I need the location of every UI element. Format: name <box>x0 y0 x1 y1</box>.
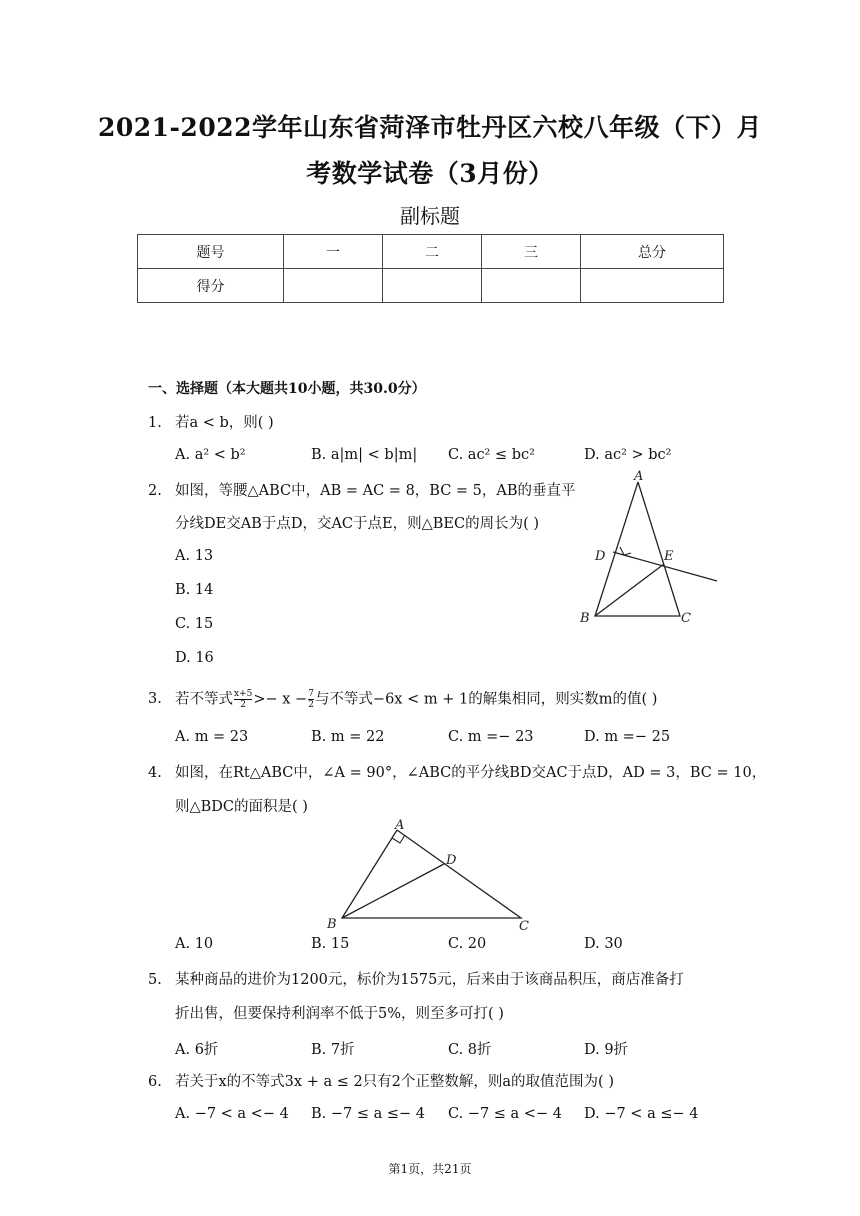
score-cell: 得分 <box>138 269 284 303</box>
option-d: D. −7 < a ≤− 4 <box>584 1106 699 1122</box>
option-a: A. a² < b² <box>175 447 246 463</box>
option-d: D. ac² > bc² <box>584 447 672 463</box>
option-a: A. −7 < a <− 4 <box>175 1106 289 1122</box>
question-number: 6. <box>148 1074 162 1090</box>
label-c: C <box>519 919 529 933</box>
fraction-numerator: x+5 <box>234 689 253 699</box>
fraction-denominator: 2 <box>240 700 247 710</box>
option-b: B. 14 <box>175 582 214 598</box>
question-text-part: 若不等式 <box>175 691 233 708</box>
right-triangle-figure <box>320 818 540 933</box>
option-b: B. m = 22 <box>311 729 385 745</box>
question-text <box>175 689 657 710</box>
question-text-part: 与不等式−6x < m + 1的解集相同，则实数m的值( ) <box>314 691 658 708</box>
fraction-numerator: 7 <box>308 689 314 699</box>
option-a: A. 10 <box>175 936 214 952</box>
score-table-score-row <box>138 269 724 303</box>
option-d: D. 16 <box>175 650 214 666</box>
fraction <box>308 689 314 710</box>
score-input-cell <box>284 269 383 303</box>
page-footer: 第1页，共21页 <box>388 1162 472 1176</box>
option-c: C. m =− 23 <box>448 729 534 745</box>
option-b: B. 15 <box>311 936 350 952</box>
label-b: B <box>327 917 337 932</box>
option-a: A. 6折 <box>175 1042 219 1058</box>
option-a: A. 13 <box>175 548 214 564</box>
question-number: 2. <box>148 483 162 499</box>
isosceles-triangle-figure <box>575 470 725 630</box>
option-d: D. 9折 <box>584 1042 629 1058</box>
score-input-cell <box>383 269 482 303</box>
document-title-line2: 考数学试卷（3月份） <box>306 159 554 188</box>
option-b: B. a|m| < b|m| <box>311 447 418 463</box>
question-text-line1: 某种商品的进价为1200元，标价为1575元，后来由于该商品积压，商店准备打 <box>175 972 684 988</box>
option-c: C. 15 <box>175 616 214 632</box>
fraction-denominator: 2 <box>308 700 314 710</box>
right-angle-mark <box>392 835 405 843</box>
option-c: C. −7 ≤ a <− 4 <box>448 1106 562 1122</box>
question-text-line2: 则△BDC的面积是( ) <box>175 799 308 815</box>
section-heading: 一、选择题（本大题共10小题，共30.0分） <box>148 381 426 397</box>
label-d: D <box>595 549 606 564</box>
option-b: B. −7 ≤ a ≤− 4 <box>311 1106 426 1122</box>
score-cell: 二 <box>383 235 482 269</box>
label-a: A <box>395 818 405 833</box>
question-text: 若关于x的不等式3x + a ≤ 2只有2个正整数解，则a的取值范围为( ) <box>175 1074 614 1090</box>
triangle-abc <box>342 830 521 918</box>
question-text-line1: 如图，在Rt△ABC中，∠A = 90°，∠ABC的平分线BD交AC于点D，AD = 3，BC = 10， <box>175 765 767 781</box>
question-text-part: >− x − <box>253 691 308 708</box>
question-number: 1. <box>148 415 162 431</box>
score-table-header-row <box>138 235 724 269</box>
question-text-line2: 分线DE交AB于点D，交AC于点E，则△BEC的周长为( ) <box>175 516 540 532</box>
question-number: 3. <box>148 691 162 707</box>
option-d: D. m =− 25 <box>584 729 671 745</box>
score-cell: 三 <box>482 235 581 269</box>
document-title-line1: 2021-2022学年山东省菏泽市牡丹区六校八年级（下）月 <box>97 113 763 142</box>
bisector-bd <box>342 864 444 918</box>
segment-be <box>595 564 664 616</box>
label-c: C <box>681 611 691 626</box>
score-cell: 总分 <box>581 235 724 269</box>
option-a: A. m = 23 <box>175 729 249 745</box>
question-number: 4. <box>148 765 162 781</box>
score-input-cell <box>581 269 724 303</box>
label-a: A <box>634 470 644 484</box>
option-c: C. 20 <box>448 936 487 952</box>
label-d: D <box>446 853 457 868</box>
option-c: C. 8折 <box>448 1042 492 1058</box>
score-cell: 题号 <box>138 235 284 269</box>
score-input-cell <box>482 269 581 303</box>
option-c: C. ac² ≤ bc² <box>448 447 535 463</box>
question-text-line2: 折出售，但要保持利润率不低于5%，则至多可打( ) <box>175 1006 504 1022</box>
question-text: 若a < b，则( ) <box>175 415 274 431</box>
fraction <box>234 689 252 710</box>
option-b: B. 7折 <box>311 1042 355 1058</box>
label-b: B <box>580 611 590 626</box>
label-e: E <box>664 549 674 564</box>
question-text-line1: 如图，等腰△ABC中，AB = AC = 8，BC = 5，AB的垂直平 <box>175 483 576 499</box>
score-cell: 一 <box>284 235 383 269</box>
score-table <box>137 234 724 303</box>
document-subtitle: 副标题 <box>400 204 460 228</box>
option-d: D. 30 <box>584 936 623 952</box>
question-number: 5. <box>148 972 162 988</box>
